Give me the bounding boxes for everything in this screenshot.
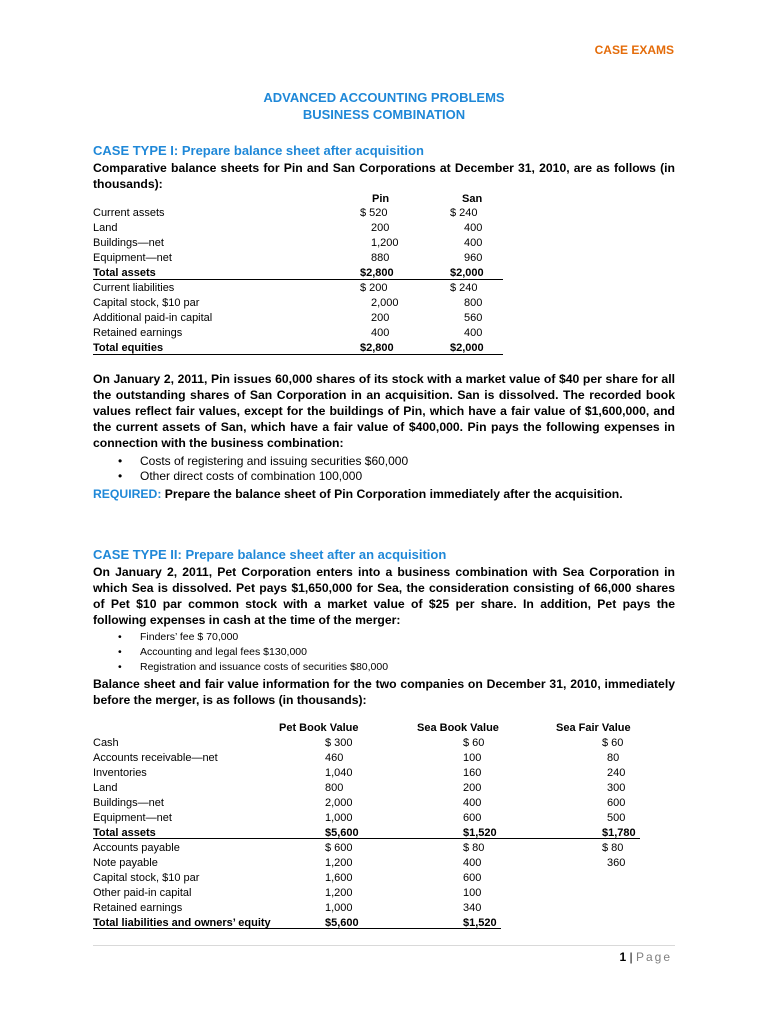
case2-heading: CASE TYPE II: Prepare balance sheet after an acquisition: [93, 547, 447, 562]
table-cell-sea-fair: 80: [607, 752, 620, 764]
table-cell-sea-book: 100: [463, 752, 482, 764]
table-cell-pin: 1,200: [371, 237, 399, 249]
required-label: REQUIRED:: [93, 487, 162, 501]
table-row: [93, 251, 693, 266]
table-cell-pet-book: $5,600: [325, 917, 359, 929]
table-cell-sea-fair: 240: [607, 767, 626, 779]
case2-narrative: On January 2, 2011, Pet Corporation enters into a business combination with Sea Corporation in which Sea is dissolved. Pet pays $1,650,000 for Sea, the consideration consisting of 66,000 shares of Pet $10 par common stock with a market value of $25 per share. In addition, Pet pays the following expenses in cash at the time of the merger:: [93, 565, 675, 627]
table-cell-sea-fair: $ 80: [602, 842, 624, 854]
case2-intro: Balance sheet and fair value information for the two companies on December 31, 2010, immediately before the merger, is as follows (in thousands):: [93, 677, 675, 707]
table-cell-sea-book: 600: [463, 812, 482, 824]
table-cell-pet-book: 1,000: [325, 902, 353, 914]
table-cell-pet-book: $ 600: [325, 842, 353, 854]
list-item: • Costs of registering and issuing securities $60,000: [118, 454, 409, 468]
table-cell-san: $2,000: [450, 267, 484, 279]
header-tag: CASE EXAMS: [594, 43, 674, 57]
document-subtitle: BUSINESS COMBINATION: [302, 107, 466, 122]
table-cell-sea-book: $1,520: [463, 917, 497, 929]
case1-bullet-list: [118, 454, 409, 484]
case1-intro: Comparative balance sheets for Pin and San Corporations at December 31, 2010, are as follows (in thousands):: [93, 161, 675, 191]
table-cell-label: Capital stock, $10 par: [93, 297, 200, 309]
table-cell-pin: $ 200: [360, 282, 388, 294]
table-cell-sea-book: $1,520: [463, 827, 497, 839]
table-cell-label: Total assets: [93, 267, 156, 279]
col-header-pin: Pin: [372, 193, 390, 205]
table-cell-pin: 400: [371, 327, 390, 339]
table-cell-sea-fair: $1,780: [602, 827, 636, 839]
table-cell-pin: $2,800: [360, 342, 394, 354]
table-cell-pet-book: 1,200: [325, 887, 353, 899]
table-row: [93, 736, 693, 751]
table-cell-pet-book: 1,000: [325, 812, 353, 824]
table-cell-san: $ 240: [450, 207, 478, 219]
table-cell-pin: 200: [371, 222, 390, 234]
table-cell-label: Retained earnings: [93, 327, 183, 339]
table-cell-label: Note payable: [93, 857, 158, 869]
table-cell-label: Additional paid-in capital: [93, 312, 213, 324]
table-cell-pin: 880: [371, 252, 390, 264]
page-number: 1: [619, 950, 627, 964]
table-row: [93, 781, 693, 796]
table-cell-label: Land: [93, 782, 118, 794]
table-row: [93, 221, 693, 236]
table-cell-san: 400: [464, 327, 483, 339]
table-cell-pin: $2,800: [360, 267, 394, 279]
table-cell-label: Cash: [93, 737, 119, 749]
table-cell-sea-fair: 500: [607, 812, 626, 824]
table-cell-pet-book: 2,000: [325, 797, 353, 809]
page-word: Page: [635, 950, 672, 964]
table-cell-sea-book: $ 80: [463, 842, 485, 854]
case2-table-header: [93, 721, 693, 736]
table-cell-sea-book: 100: [463, 887, 482, 899]
table-cell-pin: 200: [371, 312, 390, 324]
table-cell-pet-book: 1,040: [325, 767, 353, 779]
case1-required: [93, 486, 675, 502]
table-cell-sea-book: 600: [463, 872, 482, 884]
table-cell-sea-book: 400: [463, 797, 482, 809]
list-item: • Other direct costs of combination 100,000: [118, 469, 363, 483]
table-row: [93, 841, 693, 856]
table-cell-sea-fair: $ 60: [602, 737, 624, 749]
list-item: • Finders’ fee $ 70,000: [118, 631, 239, 643]
page-separator: |: [629, 950, 633, 964]
table-cell-san: 400: [464, 237, 483, 249]
case1-heading: CASE TYPE I: Prepare balance sheet after acquisition: [93, 143, 424, 158]
table-cell-sea-book: $ 60: [463, 737, 485, 749]
required-text: Prepare the balance sheet of Pin Corporation immediately after the acquisition.: [161, 487, 623, 501]
table-cell-san: 400: [464, 222, 483, 234]
table-cell-label: Buildings—net: [93, 237, 164, 249]
table-cell-label: Current liabilities: [93, 282, 175, 294]
table-cell-label: Buildings—net: [93, 797, 164, 809]
table-row: [93, 811, 693, 826]
col-header-sea-book: Sea Book Value: [417, 722, 499, 734]
case2-bullet-list: [118, 630, 389, 675]
table-cell-label: Accounts receivable—net: [93, 752, 218, 764]
col-header-sea-fair: Sea Fair Value: [556, 722, 631, 734]
table-cell-pet-book: $5,600: [325, 827, 359, 839]
table-row: [93, 326, 693, 341]
table-cell-sea-fair: 360: [607, 857, 626, 869]
table-cell-label: Retained earnings: [93, 902, 183, 914]
table-row: [93, 311, 693, 326]
table-cell-label: Equipment—net: [93, 812, 172, 824]
table-row: [93, 871, 693, 886]
table-cell-label: Accounts payable: [93, 842, 180, 854]
table-row: [93, 886, 693, 901]
table-cell-pet-book: $ 300: [325, 737, 353, 749]
table-cell-label: Land: [93, 222, 118, 234]
case1-table-header: [93, 192, 693, 207]
table-cell-pin: $ 520: [360, 207, 388, 219]
case1-narrative: On January 2, 2011, Pin issues 60,000 shares of its stock with a market value of $40 per share for all the outstanding shares of San Corporation in an acquisition. San is dissolved. The recorded book values reflect fair values, except for the buildings of Pin, which have a fair value of $1,600,000, and the current assets of San, which have a fair value of $400,000. Pin pays the following expenses in connection with the business combination:: [93, 372, 675, 450]
table-cell-sea-fair: 300: [607, 782, 626, 794]
table-cell-label: Total assets: [93, 827, 156, 839]
table-cell-pet-book: 1,200: [325, 857, 353, 869]
table-row: [93, 206, 693, 221]
case2-rule-assets: [93, 838, 640, 839]
table-cell-pet-book: 460: [325, 752, 344, 764]
table-cell-san: 560: [464, 312, 483, 324]
table-row: [93, 901, 693, 916]
table-row: [93, 751, 693, 766]
table-cell-label: Total liabilities and owners’ equity: [93, 917, 271, 929]
table-row: [93, 856, 693, 871]
footer-divider: [93, 945, 675, 946]
case1-rule-equities: [93, 354, 503, 355]
case1-rule-assets: [93, 279, 503, 280]
table-cell-san: 800: [464, 297, 483, 309]
table-cell-sea-book: 160: [463, 767, 482, 779]
table-row: [93, 281, 693, 296]
table-row: [93, 766, 693, 781]
list-item: • Registration and issuance costs of securities $80,000: [118, 661, 389, 673]
table-row: [93, 236, 693, 251]
table-cell-san: $2,000: [450, 342, 484, 354]
col-header-san: San: [462, 193, 483, 205]
table-cell-sea-book: 340: [463, 902, 482, 914]
page-footer: [619, 950, 672, 964]
case2-rule-equity: [93, 928, 501, 929]
list-item: • Accounting and legal fees $130,000: [118, 646, 307, 658]
table-cell-sea-book: 200: [463, 782, 482, 794]
document-title: ADVANCED ACCOUNTING PROBLEMS: [263, 90, 505, 105]
table-row: [93, 796, 693, 811]
table-cell-label: Capital stock, $10 par: [93, 872, 200, 884]
table-cell-label: Equipment—net: [93, 252, 172, 264]
table-cell-sea-fair: 600: [607, 797, 626, 809]
table-cell-label: Other paid-in capital: [93, 887, 192, 899]
table-cell-sea-book: 400: [463, 857, 482, 869]
col-header-pet-book: Pet Book Value: [279, 722, 359, 734]
table-cell-label: Total equities: [93, 342, 164, 354]
table-cell-san: 960: [464, 252, 483, 264]
table-cell-label: Current assets: [93, 207, 165, 219]
table-row: [93, 296, 693, 311]
table-cell-pin: 2,000: [371, 297, 399, 309]
table-cell-label: Inventories: [93, 767, 147, 779]
table-cell-pet-book: 1,600: [325, 872, 353, 884]
table-cell-pet-book: 800: [325, 782, 344, 794]
table-cell-san: $ 240: [450, 282, 478, 294]
